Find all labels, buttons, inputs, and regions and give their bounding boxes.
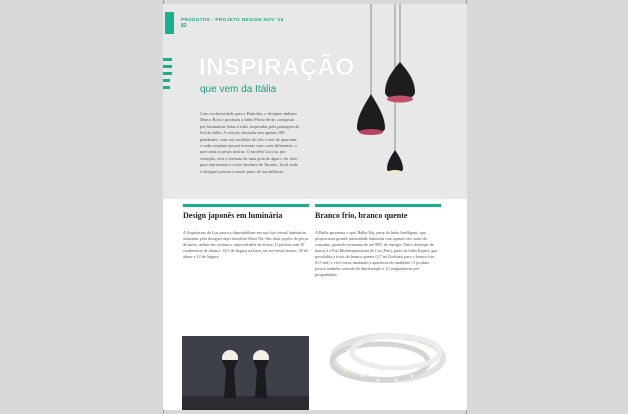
- decorative-stripes: [163, 58, 174, 93]
- article-card-cold-warm-white: [315, 204, 441, 278]
- crop-mark: [163, 410, 164, 414]
- card-accent-bar: [183, 204, 309, 207]
- card-body: A Arquitetura da Luz passa a disponibilizar em sua loja virtual luminárias assinadas pela designer nipo brasileira Kimi Nii. São duas opções de peças de mesa, ambas em cerâmica, especialidade da artista. O produto tem 35 centímetros de altura e 13,5 de largura na base, ou, na versão menor, 30 de altura e 12 de largura.: [183, 230, 309, 259]
- card-accent-bar: [315, 204, 441, 207]
- led-strip-photo: [318, 320, 448, 390]
- section-header: PRODUTOS · PROJETO DESIGN NOV '15: [181, 17, 284, 22]
- page-number: 82: [181, 23, 187, 29]
- page-tab-marker: [165, 12, 174, 34]
- card-title: Branco frio, branco quente: [315, 211, 408, 220]
- card-title: Design japonês em luminária: [183, 211, 283, 220]
- pendant-lamps-image: [353, 4, 433, 194]
- hero-title: INSPIRAÇÃO: [199, 54, 355, 81]
- article-card-japanese-design: [183, 204, 309, 260]
- hero-intro-text: Com exclusividade para a Pantolux, o designer italiano Marco Rosco produziu a linha Prima Serie, composta por luminárias feitas à mão, inspiradas pela paisagem do Sul da Itália. A coleção limitada tem apenas 100 pendentes, com seis modelos de três e sete de quarenta, e cada conjunto possui texturas com cores diferentes, o que torna as peças únicas. O modelo Goccia, por exemplo, tem o formato de uma gota de água e foi feito para representar a costa litorânea de Taranto, local onde o designer passou a maior parte de sua infância.: [200, 111, 300, 174]
- table-lamps-photo: [182, 336, 309, 410]
- crop-mark: [466, 410, 467, 414]
- card-body: A Brilia apresenta o spot Balbo Eiq, parte da linha Intelligent, que proporciona grande intensidade luminosa com apenas seis watts de consumo, gerando economia de até 88% de energia. Outro destaque da marca é a Fita Multitemperatura de Cor (Fmt), parte da linha Expert, que possibilita a troca do branco quente (2,7 mil kelvins) para o branco frio (6,5 mil) e vice-versa, mudando a aparência do ambiente. O produto possui também controle de dimerização e 12 temperaturas pré-programadas.: [315, 230, 438, 277]
- hero-subtitle: que vem da Itália: [200, 84, 277, 95]
